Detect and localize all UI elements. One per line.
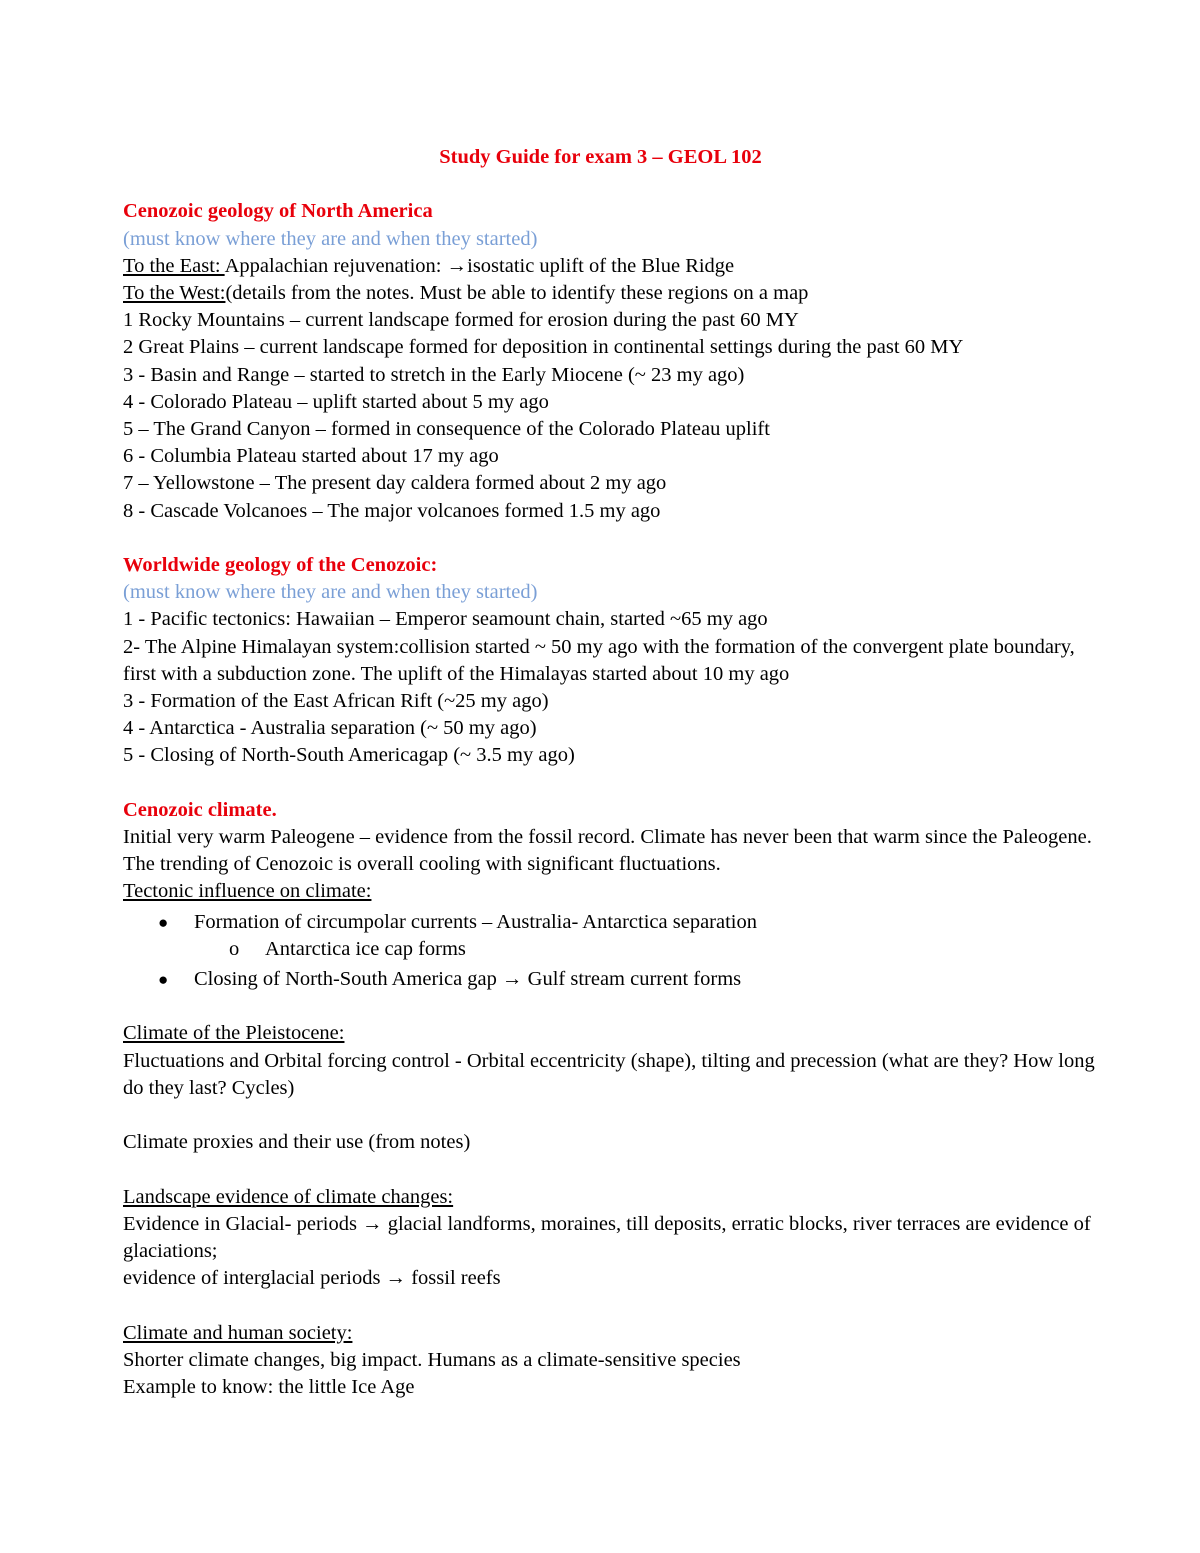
interglacial-evidence (123, 1265, 1103, 1292)
arrow-icon: → (362, 1212, 383, 1235)
list-item: 7 – Yellowstone – The present day caldera formed about 2 my ago (123, 472, 667, 495)
west-label: To the West: (123, 282, 226, 304)
list-item: 5 - Closing of North-South Americagap (~ 3.5 my ago) (123, 744, 575, 767)
spacer (123, 1156, 1103, 1183)
east-text-a: Appalachian rejuvenation: (224, 254, 447, 277)
bullet-text-a: Closing of North-South America gap (194, 968, 503, 991)
list-item: 1 Rocky Mountains – current landscape formed for erosion during the past 60 MY (123, 309, 799, 332)
east-text-b: isostatic uplift of the Blue Ridge (467, 254, 735, 277)
list-item: 3 - Formation of the East African Rift (~25 my ago) (123, 690, 549, 713)
section-note-worldwide: (must know where they are and when they started) (123, 581, 538, 604)
sub-bullet-text: Antarctica ice cap forms (265, 937, 466, 960)
list-item: 6 - Columbia Plateau started about 17 my ago (123, 445, 499, 468)
glacial-text-b: glacial landforms, moraines, till deposits, erratic blocks, river terraces are evidence of glaciations; (123, 1212, 1091, 1263)
bullet-text-b: Gulf stream current forms (522, 968, 742, 991)
list-item: 2 Great Plains – current landscape formed for deposition in continental settings during the past 60 MY (123, 336, 964, 359)
bullet-icon: ● (158, 970, 169, 990)
proxies-text: Climate proxies and their use (from notes) (123, 1131, 471, 1154)
east-label: To the East: (123, 254, 225, 277)
list-item: 4 - Antarctica - Australia separation (~ 50 my ago) (123, 717, 537, 740)
section-note-north-america: (must know where they are and when they started) (123, 227, 538, 250)
spacer (123, 993, 1103, 1020)
society-text: Shorter climate changes, big impact. Humans as a climate-sensitive species (123, 1348, 741, 1371)
spacer (123, 525, 1103, 552)
list-item: 5 – The Grand Canyon – formed in consequence of the Colorado Plateau uplift (123, 418, 770, 441)
bullet-text: Formation of circumpolar currents – Australia- Antarctica separation (194, 910, 757, 933)
interglacial-text-a: evidence of interglacial periods (123, 1267, 386, 1290)
spacer (123, 770, 1103, 797)
section-heading-climate: Cenozoic climate. (123, 798, 277, 821)
spacer (123, 171, 1103, 198)
bullet-item (123, 966, 1103, 993)
sub-bullet-icon: o (229, 937, 240, 960)
arrow-icon: → (385, 1267, 407, 1290)
spacer (123, 1102, 1103, 1129)
west-text: (details from the notes. Must be able to identify these regions on a map (225, 282, 809, 304)
society-label: Climate and human society: (123, 1321, 353, 1344)
arrow-icon: → (502, 968, 523, 991)
landscape-label: Landscape evidence of climate changes: (123, 1185, 454, 1208)
bullet-icon: ● (158, 912, 169, 932)
east-line (123, 253, 1103, 280)
climate-intro: Initial very warm Paleogene – evidence from the fossil record. Climate has never been that warm since the Paleogene. The trending of Cenozoic is overall cooling with significant fluctuations. (123, 826, 1092, 876)
list-item: 3 - Basin and Range – started to stretch in the Early Miocene (~ 23 my ago) (123, 363, 745, 386)
west-line (123, 280, 1103, 307)
list-item: 1 - Pacific tectonics: Hawaiian – Emperor seamount chain, started ~65 my ago (123, 608, 768, 631)
glacial-evidence (123, 1211, 1103, 1265)
document-body (123, 144, 1103, 1401)
arrow-icon: → (446, 254, 468, 277)
section-heading-worldwide: Worldwide geology of the Cenozoic: (123, 554, 438, 577)
sub-bullet-item (123, 936, 1103, 963)
glacial-text-a: Evidence in Glacial- periods (123, 1212, 363, 1235)
section-heading-north-america: Cenozoic geology of North America (123, 200, 433, 223)
bullet-item (123, 909, 1103, 936)
pleistocene-text: Fluctuations and Orbital forcing control - Orbital eccentricity (shape), tilting and precession (what are they? How long do they last? Cycles) (123, 1049, 1095, 1099)
list-item: 2- The Alpine Himalayan system:collision started ~ 50 my ago with the formation of the convergent plate boundary, first with a subduction zone. The uplift of the Himalayas started about 10 my ago (123, 635, 1075, 685)
document-title: Study Guide for exam 3 – GEOL 102 (439, 146, 762, 168)
list-item: 8 - Cascade Volcanoes – The major volcanoes formed 1.5 my ago (123, 499, 661, 522)
interglacial-text-b: fossil reefs (406, 1267, 501, 1290)
pleistocene-label: Climate of the Pleistocene: (123, 1022, 345, 1045)
list-item: 4 - Colorado Plateau – uplift started about 5 my ago (123, 390, 549, 413)
example-text: Example to know: the little Ice Age (123, 1376, 415, 1399)
spacer (123, 1292, 1103, 1319)
tectonic-label: Tectonic influence on climate: (123, 880, 372, 903)
